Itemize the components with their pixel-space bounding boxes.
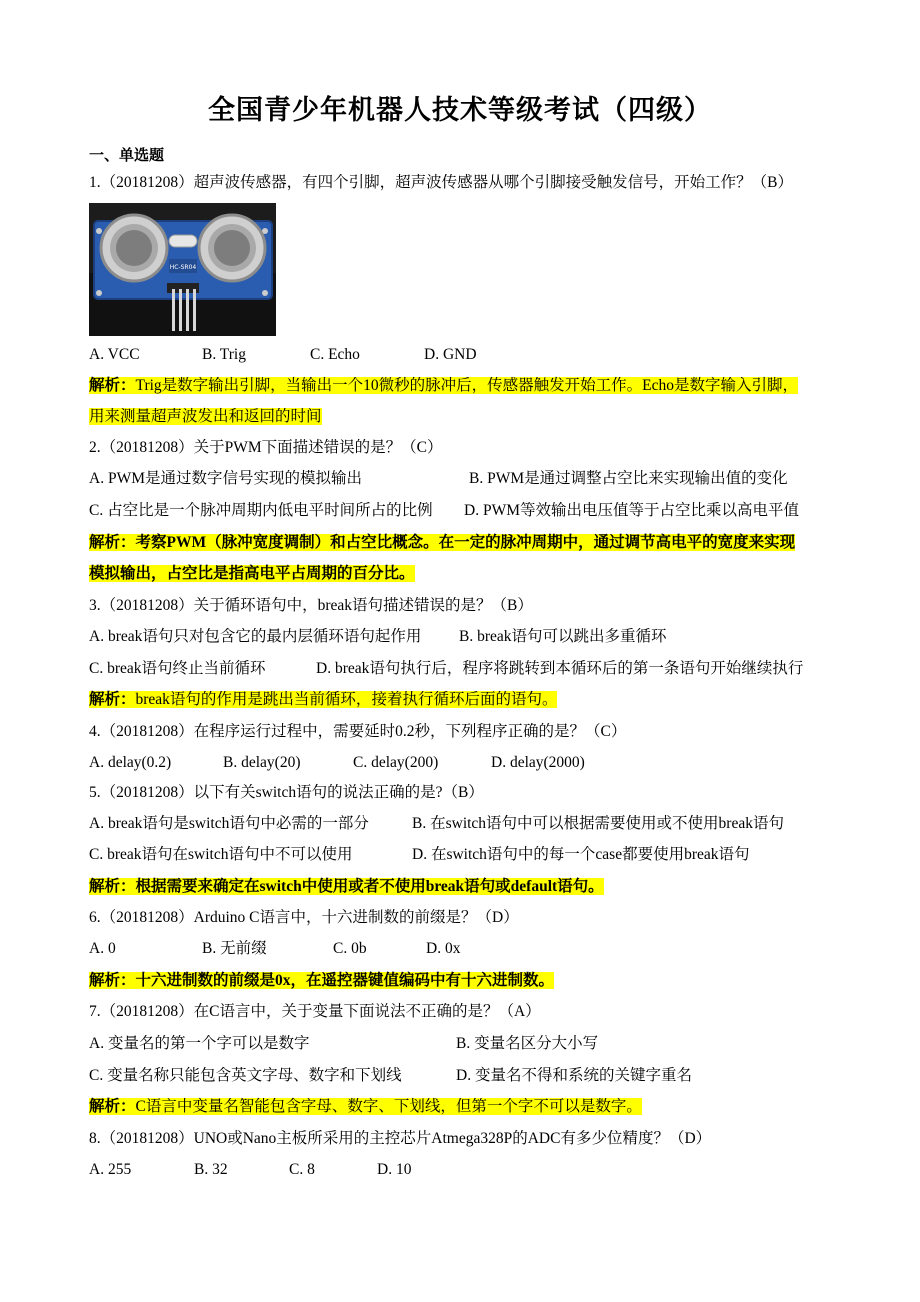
q6-option-a: A. 0	[89, 940, 116, 957]
q6-analysis-text: 解析：十六进制数的前缀是0x，在遥控器键值编码中有十六进制数。	[89, 972, 555, 989]
q1-analysis-line-2	[89, 406, 322, 428]
q5-option-c: C. break语句在switch语句中不可以使用	[89, 846, 353, 863]
question-4-stem: 4.（20181208）在程序运行过程中，需要延时0.2秒，下列程序正确的是？（C）	[89, 723, 627, 740]
q4-option-b: B. delay(20)	[223, 754, 301, 771]
sensor-label: HC-SR04	[169, 264, 197, 271]
q4-option-a: A. delay(0.2)	[89, 754, 172, 771]
q3-option-d: D. break语句执行后，程序将跳转到本循环后的第一条语句开始继续执行	[316, 660, 804, 677]
q2-analysis-text-2: 模拟输出，占空比是指高电平占周期的百分比。	[89, 565, 415, 582]
q5-option-b: B. 在switch语句中可以根据需要使用或不使用break语句	[412, 815, 784, 832]
ultrasonic-sensor-image	[89, 203, 276, 336]
q7-option-d: D. 变量名不得和系统的关键字重名	[456, 1067, 692, 1084]
q1-analysis-text-1: Trig是数字输出引脚，当输出一个10微秒的脉冲后，传感器触发开始工作。Echo是数字输入引脚，	[135, 377, 799, 394]
q3-option-b: B. break语句可以跳出多重循环	[459, 628, 667, 645]
section-heading: 一、单选题	[89, 146, 165, 164]
q1-option-d: D. GND	[424, 346, 477, 363]
q1-option-a: A. VCC	[89, 346, 140, 363]
question-2-stem: 2.（20181208）关于PWM下面描述错误的是？（C）	[89, 439, 443, 456]
question-3-stem: 3.（20181208）关于循环语句中，break语句描述错误的是？（B）	[89, 597, 533, 614]
q7-option-b: B. 变量名区分大小写	[456, 1035, 599, 1052]
q5-option-d: D. 在switch语句中的每一个case都要使用break语句	[412, 846, 750, 863]
q1-option-b: B. Trig	[202, 346, 246, 363]
q3-option-c: C. break语句终止当前循环	[89, 660, 266, 677]
question-7-stem: 7.（20181208）在C语言中，关于变量下面说法不正确的是？（A）	[89, 1003, 541, 1020]
q8-option-b: B. 32	[194, 1161, 228, 1178]
q5-analysis-line	[89, 876, 604, 898]
q6-option-d: D. 0x	[426, 940, 461, 957]
q2-option-b: B. PWM是通过调整占空比来实现输出值的变化	[469, 470, 788, 487]
q2-option-a: A. PWM是通过数字信号实现的模拟输出	[89, 470, 362, 487]
question-1-stem: 1.（20181208）超声波传感器，有四个引脚，超声波传感器从哪个引脚接受触发信号，开始工作？（B）	[89, 174, 793, 191]
q3-analysis-text: break语句的作用是跳出当前循环，接着执行循环后面的语句。	[135, 691, 558, 708]
q1-option-c: C. Echo	[310, 346, 360, 363]
q8-option-a: A. 255	[89, 1161, 132, 1178]
question-6-stem: 6.（20181208）Arduino C语言中，十六进制数的前缀是？（D）	[89, 909, 519, 926]
q2-option-c: C. 占空比是一个脉冲周期内低电平时间所占的比例	[89, 502, 433, 519]
q7-option-c: C. 变量名称只能包含英文字母、数字和下划线	[89, 1067, 402, 1084]
q2-option-d: D. PWM等效输出电压值等于占空比乘以高电平值	[464, 502, 799, 519]
q3-option-a: A. break语句只对包含它的最内层循环语句起作用	[89, 628, 422, 645]
q7-analysis-label: 解析：	[89, 1098, 136, 1115]
q8-option-c: C. 8	[289, 1161, 315, 1178]
q7-analysis-text: C语言中变量名智能包含字母、数字、下划线，但第一个字不可以是数字。	[135, 1098, 642, 1115]
q2-analysis-line-1	[89, 532, 795, 554]
q1-analysis-line-1	[89, 375, 798, 397]
q6-option-b: B. 无前缀	[202, 940, 267, 957]
q4-option-c: C. delay(200)	[353, 754, 439, 771]
q1-analysis-text-2: 用来测量超声波发出和返回的时间	[89, 408, 322, 425]
q5-option-a: A. break语句是switch语句中必需的一部分	[89, 815, 369, 832]
q5-analysis-text: 解析：根据需要来确定在switch中使用或者不使用break语句或default语句。	[89, 878, 604, 895]
q2-analysis-line-2	[89, 563, 415, 585]
q2-analysis-text-1: 解析：考察PWM（脉冲宽度调制）和占空比概念。在一定的脉冲周期中，通过调节高电平的宽度来实现	[89, 534, 796, 551]
q3-analysis-label: 解析：	[89, 691, 136, 708]
q1-analysis-label: 解析：	[89, 377, 136, 394]
question-5-stem: 5.（20181208）以下有关switch语句的说法正确的是?（B）	[89, 784, 484, 801]
q3-analysis-line	[89, 689, 557, 711]
q7-option-a: A. 变量名的第一个字可以是数字	[89, 1035, 310, 1052]
q6-option-c: C. 0b	[333, 940, 367, 957]
q4-option-d: D. delay(2000)	[491, 754, 585, 771]
page-title: 全国青少年机器人技术等级考试（四级）	[208, 95, 712, 126]
q6-analysis-line	[89, 970, 554, 992]
q8-option-d: D. 10	[377, 1161, 412, 1178]
q7-analysis-line	[89, 1096, 642, 1118]
question-8-stem: 8.（20181208）UNO或Nano主板所采用的主控芯片Atmega328P的ADC有多少位精度？（D）	[89, 1130, 712, 1147]
